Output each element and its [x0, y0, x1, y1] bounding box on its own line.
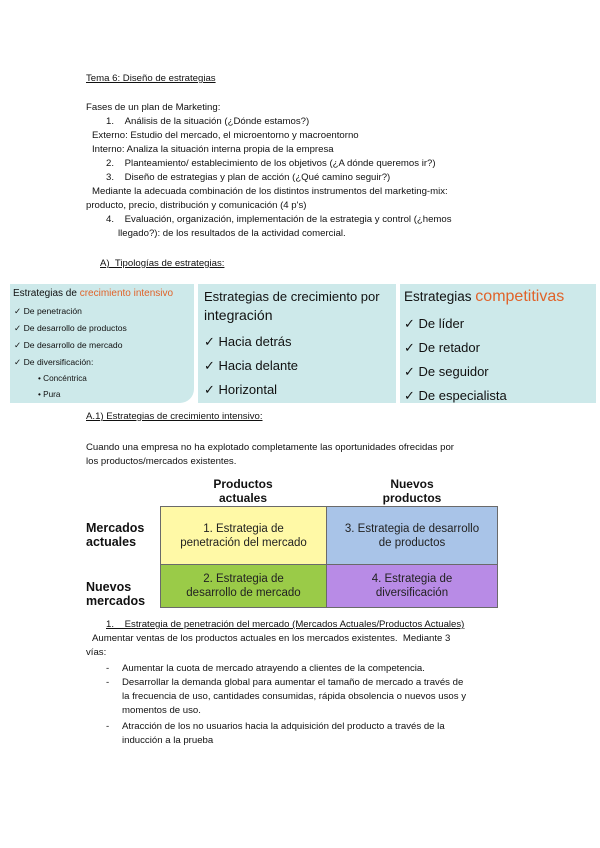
- list-subitem: • Pura: [38, 390, 61, 399]
- check-icon: ✓: [404, 340, 415, 355]
- row-header: Mercados actuales: [86, 521, 145, 549]
- intro-heading: Fases de un plan de Marketing:: [86, 102, 221, 113]
- dash-icon: -: [106, 663, 110, 674]
- intro-line: Interno: Analiza la situación interna propia de la empresa: [92, 144, 334, 155]
- matrix-cell-diversification: 4. Estrategia de diversificación: [326, 564, 498, 608]
- panel-integration-highlight: integración: [204, 307, 273, 323]
- check-icon: ✓: [14, 340, 22, 350]
- bullet-text: Aumentar la cuota de mercado atrayendo a clientes de la competencia.: [122, 663, 425, 674]
- section-1-line: vías:: [86, 647, 107, 658]
- list-item: ✓ Hacia delante: [204, 358, 299, 373]
- bullet-icon: •: [38, 374, 41, 383]
- check-icon: ✓: [204, 358, 215, 373]
- check-icon: ✓: [204, 382, 215, 397]
- list-subitem: • Concéntrica: [38, 374, 87, 383]
- row-header: Nuevos mercados: [86, 580, 146, 608]
- matrix-cell-product-development: 3. Estrategia de desarrollo de productos: [326, 506, 498, 565]
- paragraph-line: Cuando una empresa no ha explotado completamente las oportunidades ofrecidas por: [86, 442, 455, 453]
- intro-line: 1. Análisis de la situación (¿Dónde estamos?): [106, 116, 310, 127]
- intro-line: Mediante la adecuada combinación de los distintos instrumentos del marketing-mix:: [92, 186, 448, 197]
- panel-competitive: [400, 284, 596, 403]
- list-item: ✓ De retador: [404, 340, 480, 355]
- page-title: Tema 6: Diseño de estrategias: [86, 73, 216, 84]
- panel-integration-title: Estrategias de crecimiento por: [204, 289, 380, 304]
- intro-line: llegado?): de los resultados de la actividad comercial.: [118, 228, 346, 239]
- check-icon: ✓: [404, 316, 415, 331]
- check-icon: ✓: [404, 388, 415, 403]
- intro-line: producto, precio, distribución y comunicación (4 p's): [86, 200, 307, 211]
- list-item: ✓ De penetración: [14, 306, 82, 316]
- bullet-text: la frecuencia de uso, cantidades consumidas, rápida obsolencia o nuevos usos y: [122, 691, 466, 702]
- list-item: ✓ De desarrollo de productos: [14, 323, 127, 333]
- list-item: ✓ De especialista: [404, 388, 507, 403]
- intro-line: Externo: Estudio del mercado, el microentorno y macroentorno: [92, 130, 359, 141]
- matrix-cell-market-development: 2. Estrategia de desarrollo de mercado: [160, 564, 327, 608]
- col-header: Nuevos productos: [382, 477, 442, 505]
- bullet-icon: •: [38, 390, 41, 399]
- section-a1-heading: A.1) Estrategias de crecimiento intensivo:: [86, 411, 263, 422]
- check-icon: ✓: [14, 306, 22, 316]
- matrix-cell-penetration: 1. Estrategia de penetración del mercado: [160, 506, 327, 565]
- section-1-heading: 1. Estrategia de penetración del mercado (Mercados Actuales/Productos Actuales): [106, 619, 465, 630]
- list-item: ✓ Hacia detrás: [204, 334, 292, 349]
- bullet-text: inducción a la prueba: [122, 735, 214, 746]
- list-item: ✓ De seguidor: [404, 364, 489, 379]
- section-1-line: Aumentar ventas de los productos actuales en los mercados existentes. Mediante 3: [92, 633, 451, 644]
- list-item: ✓ De diversificación:: [14, 357, 94, 367]
- check-icon: ✓: [14, 323, 22, 333]
- check-icon: ✓: [404, 364, 415, 379]
- list-item: ✓ De líder: [404, 316, 465, 331]
- dash-icon: -: [106, 677, 110, 688]
- panel-competitive-title: Estrategias competitivas: [404, 288, 565, 305]
- intro-line: 2. Planteamiento/ establecimiento de los objetivos (¿A dónde queremos ir?): [106, 158, 436, 169]
- panel-integration: [198, 284, 396, 403]
- paragraph-line: los productos/mercados existentes.: [86, 456, 237, 467]
- intro-line: 4. Evaluación, organización, implementación de la estrategia y control (¿hemos: [106, 214, 452, 225]
- bullet-text: Desarrollar la demanda global para aumentar el tamaño de mercado a través de: [122, 677, 464, 688]
- panel-intensive-title: Estrategias de crecimiento intensivo: [13, 288, 174, 299]
- bullet-text: momentos de uso.: [122, 705, 201, 716]
- list-item: ✓ De desarrollo de mercado: [14, 340, 123, 350]
- check-icon: ✓: [204, 334, 215, 349]
- col-header: Productos actuales: [213, 477, 273, 505]
- section-a-heading: A) Tipologías de estrategias:: [100, 258, 225, 269]
- list-item: ✓ Horizontal: [204, 382, 278, 397]
- panel-intensive: [10, 284, 194, 403]
- dash-icon: -: [106, 721, 110, 732]
- intro-line: 3. Diseño de estrategias y plan de acción (¿Qué camino seguir?): [106, 172, 391, 183]
- check-icon: ✓: [14, 357, 22, 367]
- bullet-text: Atracción de los no usuarios hacia la adquisición del producto a través de la: [122, 721, 445, 732]
